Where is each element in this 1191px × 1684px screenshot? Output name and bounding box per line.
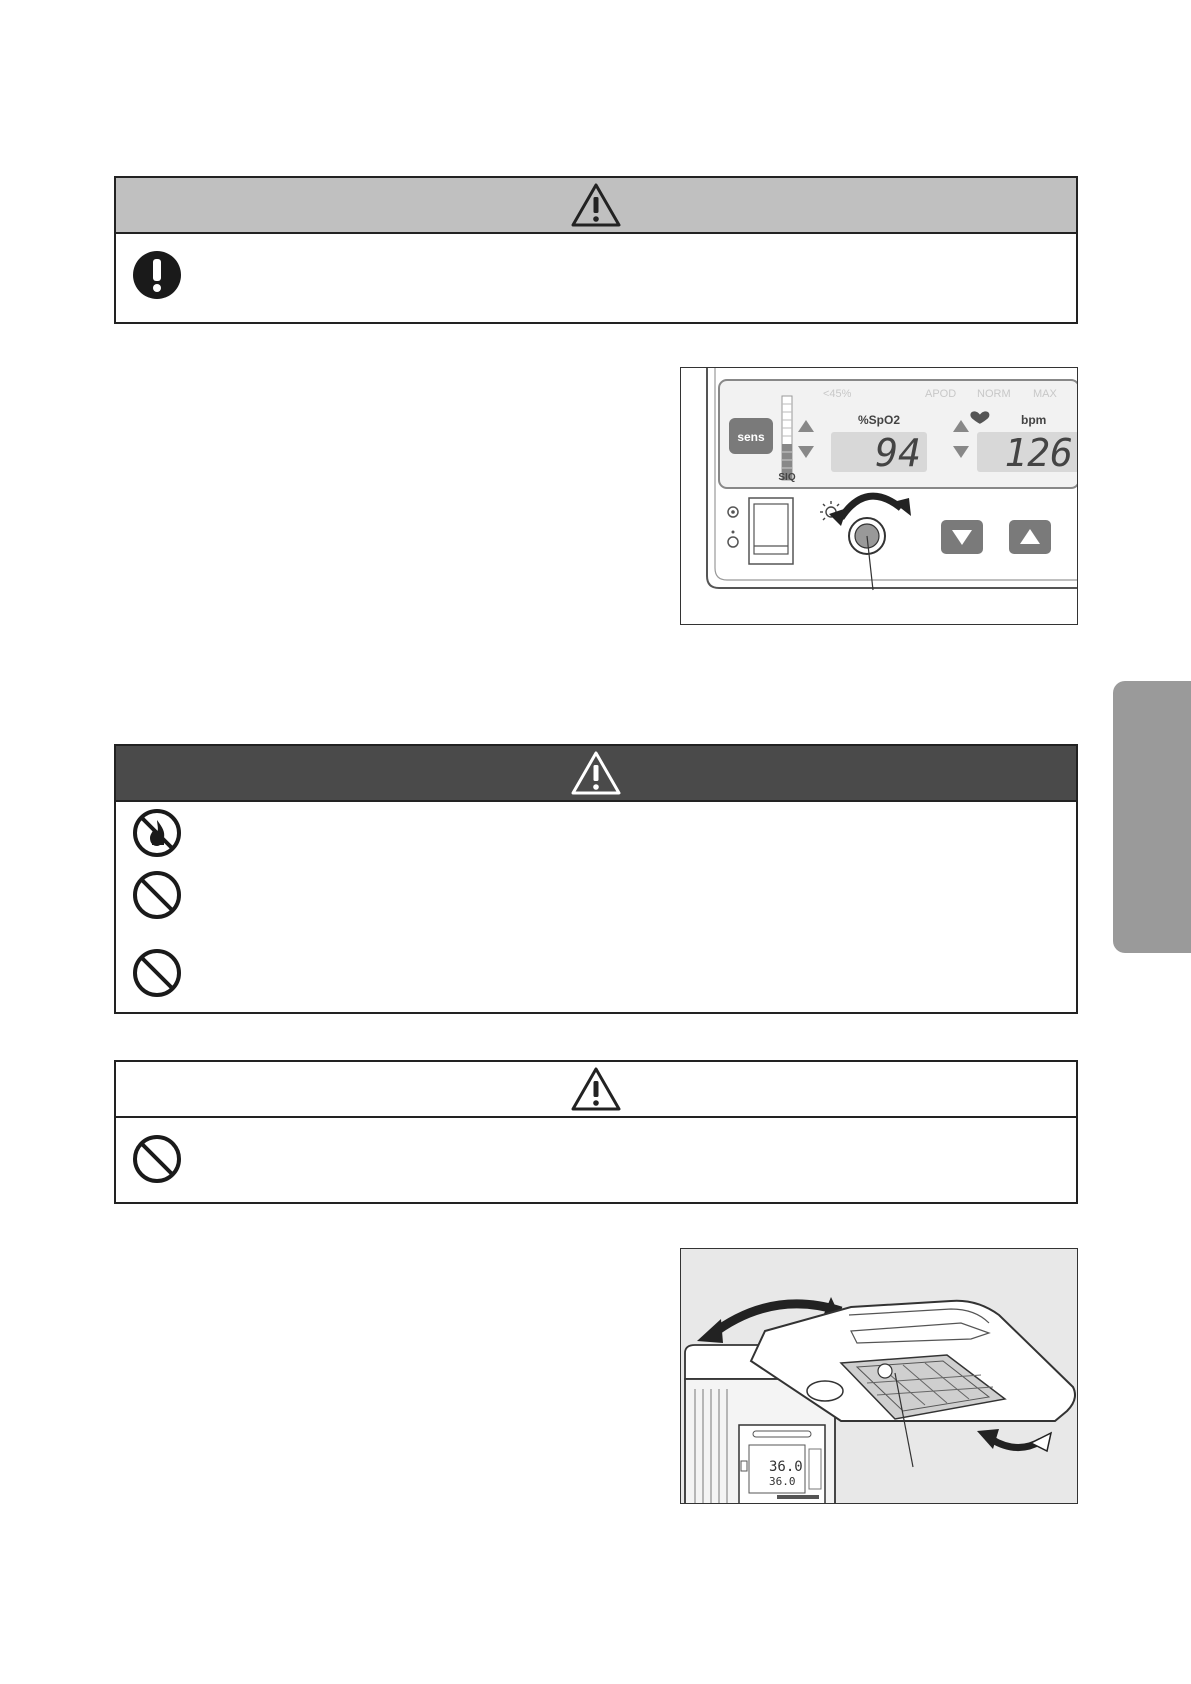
range-label-low: <45% — [823, 388, 852, 400]
range-label-norm: NORM — [977, 388, 1011, 400]
warning-triangle-icon — [570, 750, 622, 796]
figure-incubator-hood — [680, 1248, 1078, 1504]
bpm-label: bpm — [1021, 413, 1047, 427]
mandatory-exclamation-icon — [132, 250, 182, 300]
sens-button-label: sens — [737, 430, 765, 444]
caution-header — [116, 178, 1076, 234]
display-value-2: 36.0 — [769, 1475, 796, 1488]
caution-box-1 — [114, 176, 1078, 324]
siq-bar — [782, 396, 792, 480]
warning-triangle-icon — [570, 1066, 622, 1112]
display-value-1: 36.0 — [769, 1459, 803, 1475]
hood-handle-hole — [807, 1381, 843, 1401]
warning-header — [116, 746, 1076, 802]
siq-label: SIQ — [778, 472, 796, 483]
warning-box — [114, 744, 1078, 1014]
no-open-flame-icon — [132, 808, 182, 858]
section-side-tab — [1113, 681, 1191, 953]
prohibition-icon — [132, 870, 182, 920]
figure-oximeter-panel — [680, 367, 1078, 625]
range-label-apod: APOD — [925, 388, 957, 400]
range-label-max: MAX — [1033, 388, 1057, 400]
prohibition-icon — [132, 1134, 182, 1184]
prohibition-icon — [132, 948, 182, 998]
rotate-arrow-icon — [841, 496, 901, 518]
caution-header — [116, 1062, 1076, 1118]
spo2-value: 94 — [875, 431, 921, 475]
bpm-value: 126 — [1004, 431, 1073, 475]
caution-box-2 — [114, 1060, 1078, 1204]
spo2-label: %SpO2 — [857, 413, 901, 427]
warning-triangle-icon — [570, 182, 622, 228]
